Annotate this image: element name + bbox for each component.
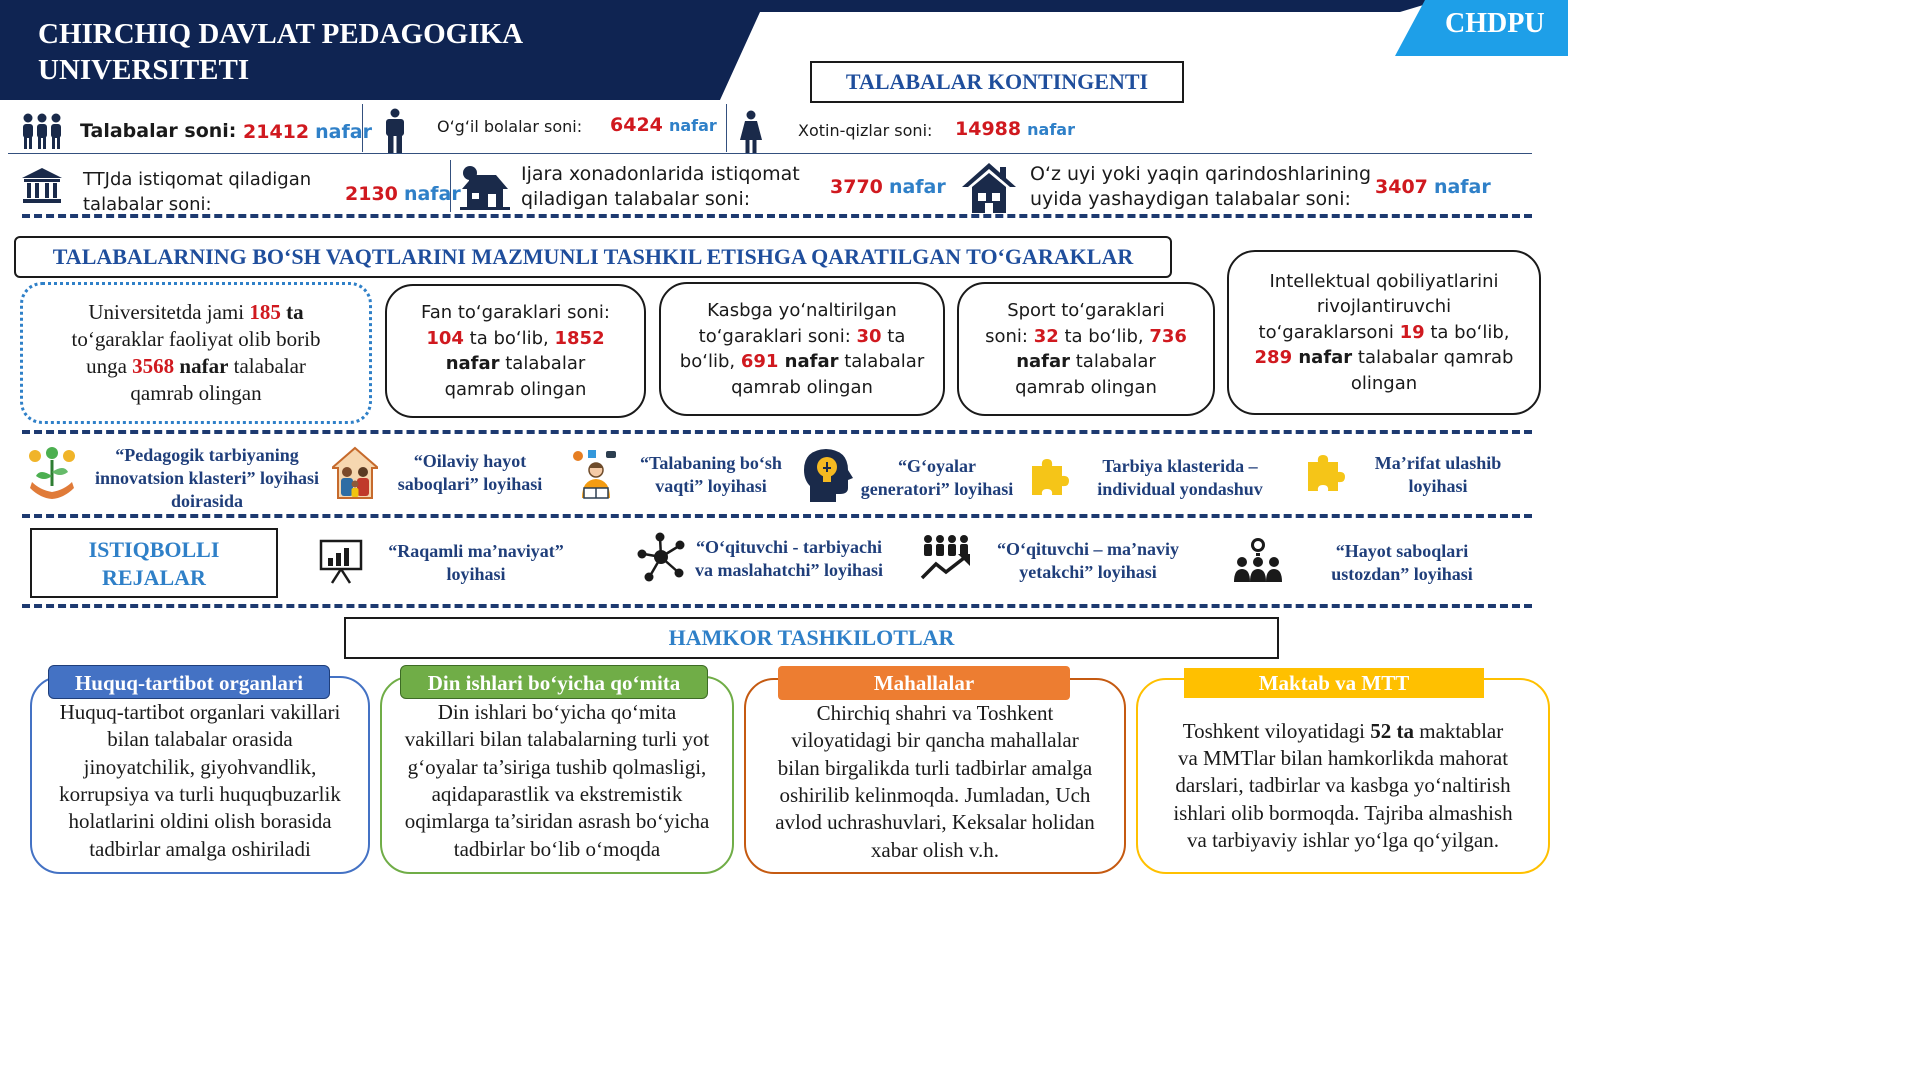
network-icon [636, 532, 686, 582]
partner-mahallas-box: Chirchiq shahri va Toshkent viloyatidagi bir qancha mahallalar bilan birgalikda turli tadbirlar amalga oshirilib kelinmoqda. Jumladan, Uch avlod uchrashuvlari, Keksalar holidan xabar olish v.h. [744, 678, 1126, 874]
rental-label: Ijara xonadonlarida istiqomat qiladigan talabalar soni: [521, 163, 800, 210]
presentation-board-icon [318, 538, 364, 584]
family-house-icon [332, 446, 378, 500]
sport-clubs-box: Sport to‘garaklari soni: 32 ta bo‘lib, 736 nafar talabalar qamrab olingan [957, 282, 1215, 416]
dormitory-label: TTJda istiqomat qiladigan talabalar soni: [83, 169, 312, 215]
section-separator [22, 514, 1532, 518]
students-count-label: Talabalar soni: [80, 120, 237, 142]
divider [726, 104, 727, 152]
plan-teacher-advisor: “O‘qituvchi - tarbiyachi va maslahatchi” loyihasi [694, 537, 884, 580]
project-enlightenment: Ma’rifat ulashib loyihasi [1374, 453, 1502, 496]
innovation-plant-icon [26, 446, 78, 500]
female-icon [738, 110, 764, 154]
rental-value: 3770 nafar [830, 176, 946, 198]
male-icon [382, 108, 408, 154]
project-innovation-cluster: “Pedagogik tarbiyaning innovatsion klasteri” loyihasi doirasida [94, 445, 320, 511]
project-student-free-time: “Talabaning bo‘sh vaqti” loyihasi [640, 453, 782, 496]
science-clubs-box: Fan to‘garaklari soni: 104 ta bo‘lib, 1852 nafar talabalar qamrab olingan [385, 284, 646, 418]
contingent-title: TALABALAR KONTINGENTI [810, 61, 1184, 103]
intellect-clubs-box: Intellektual qobiliyatlarini rivojlantiruvchi to‘garaklarsoni 19 ta bo‘lib, 289 nafar talabalar qamrab olingan [1227, 250, 1541, 415]
partner-law-enforcement-title: Huquq-tartibot organlari [48, 665, 330, 699]
dormitory-icon [22, 168, 62, 204]
team-growth-icon [920, 534, 972, 580]
female-count-value: 14988 nafar [955, 118, 1075, 140]
mentor-group-icon [1232, 536, 1284, 584]
future-plans-title: ISTIQBOLLI REJALAR [30, 528, 278, 598]
divider [450, 160, 451, 212]
section-separator [22, 430, 1532, 434]
own-home-value: 3407 nafar [1375, 176, 1491, 198]
plan-life-lessons-mentor: “Hayot saboqlari ustozdan” loyihasi [1331, 541, 1473, 584]
career-clubs-box: Kasbga yo‘naltirilgan to‘garaklari soni: 30 ta bo‘lib, 691 nafar talabalar qamrab olingan [659, 282, 945, 416]
partner-schools-title: Maktab va MTT [1184, 668, 1484, 698]
partner-religion-committee-box: Din ishlari bo‘yicha qo‘mita vakillari bilan talabalarning turli yot g‘oyalar ta’siriga tushib qolmasligi, aqidaparastlik va ekstremistik oqimlarga ta’siridan asrash bo‘yicha tadbirlar bo‘lib o‘moqda [380, 676, 734, 874]
group-icon [20, 112, 64, 150]
clubs-title: TALABALARNING BO‘SH VAQTLARINI MAZMUNLI TASHKIL ETISHGA QARATILGAN TO‘GARAKLAR [14, 236, 1172, 278]
students-count-value: 21412 nafar [243, 121, 372, 143]
puzzle-icon [1306, 452, 1346, 492]
partners-title: HAMKOR TASHKILOTLAR [344, 617, 1279, 659]
plan-spiritual-leader: “O‘qituvchi – ma’naviy yetakchi” loyihasi [996, 539, 1179, 582]
section-separator [22, 214, 1532, 218]
male-count-value: 6424 nafar [610, 114, 717, 136]
university-title [38, 16, 523, 88]
university-title-line2: UNIVERSITETI [38, 54, 250, 86]
plan-digital-spirituality: “Raqamli ma’naviyat” loyihasi [388, 541, 564, 584]
idea-head-icon [802, 446, 856, 504]
partner-mahallas-title: Mahallalar [778, 666, 1070, 700]
student-leisure-icon [570, 448, 622, 502]
puzzle-icon [1030, 456, 1070, 496]
clubs-total-box: Universitetda jami 185 ta to‘garaklar faoliyat olib borib unga 3568 nafar talabalar qamrab olingan [20, 282, 372, 424]
partner-religion-committee-title: Din ishlari bo‘yicha qo‘mita [400, 665, 708, 699]
divider [8, 153, 1532, 154]
rental-house-icon [460, 165, 510, 211]
project-ideas-generator: “G‘oyalar generatori” loyihasi [860, 456, 1014, 499]
project-individual-approach: Tarbiya klasterida – individual yondashuv [1097, 456, 1263, 499]
brand-abbreviation: CHDPU [1445, 8, 1545, 39]
partner-schools-box: Toshkent viloyatidagi 52 ta maktablar va MMTlar bilan hamkorlikda mahorat darslari, tadbirlar va kasbga yo‘naltirish ishlari olib bormoqda. Tajriba almashish va tarbiyaviy ishlar yo‘lga qo‘yilgan. [1136, 678, 1550, 874]
female-count-label: Xotin-qizlar soni: [798, 121, 933, 140]
section-separator [22, 604, 1532, 608]
project-family-lessons: “Oilaviy hayot saboqlari” loyihasi [397, 451, 543, 494]
dormitory-value: 2130 nafar [345, 183, 461, 205]
own-home-label: O‘z uyi yoki yaqin qarindoshlarining uyida yashaydigan talabalar soni: [1030, 163, 1372, 210]
partner-law-enforcement-box: Huquq-tartibot organlari vakillari bilan talabalar orasida jinoyatchilik, giyohvandlik, korrupsiya va turli huquqbuzarlik holatlarini oldini olish borasida tadbirlar amalga oshiriladi [30, 676, 370, 874]
male-count-label: O‘g‘il bolalar soni: [437, 117, 583, 136]
divider [362, 104, 363, 152]
university-title-line1: CHIRCHIQ DAVLAT PEDAGOGIKA [38, 18, 524, 50]
home-icon [962, 163, 1016, 213]
